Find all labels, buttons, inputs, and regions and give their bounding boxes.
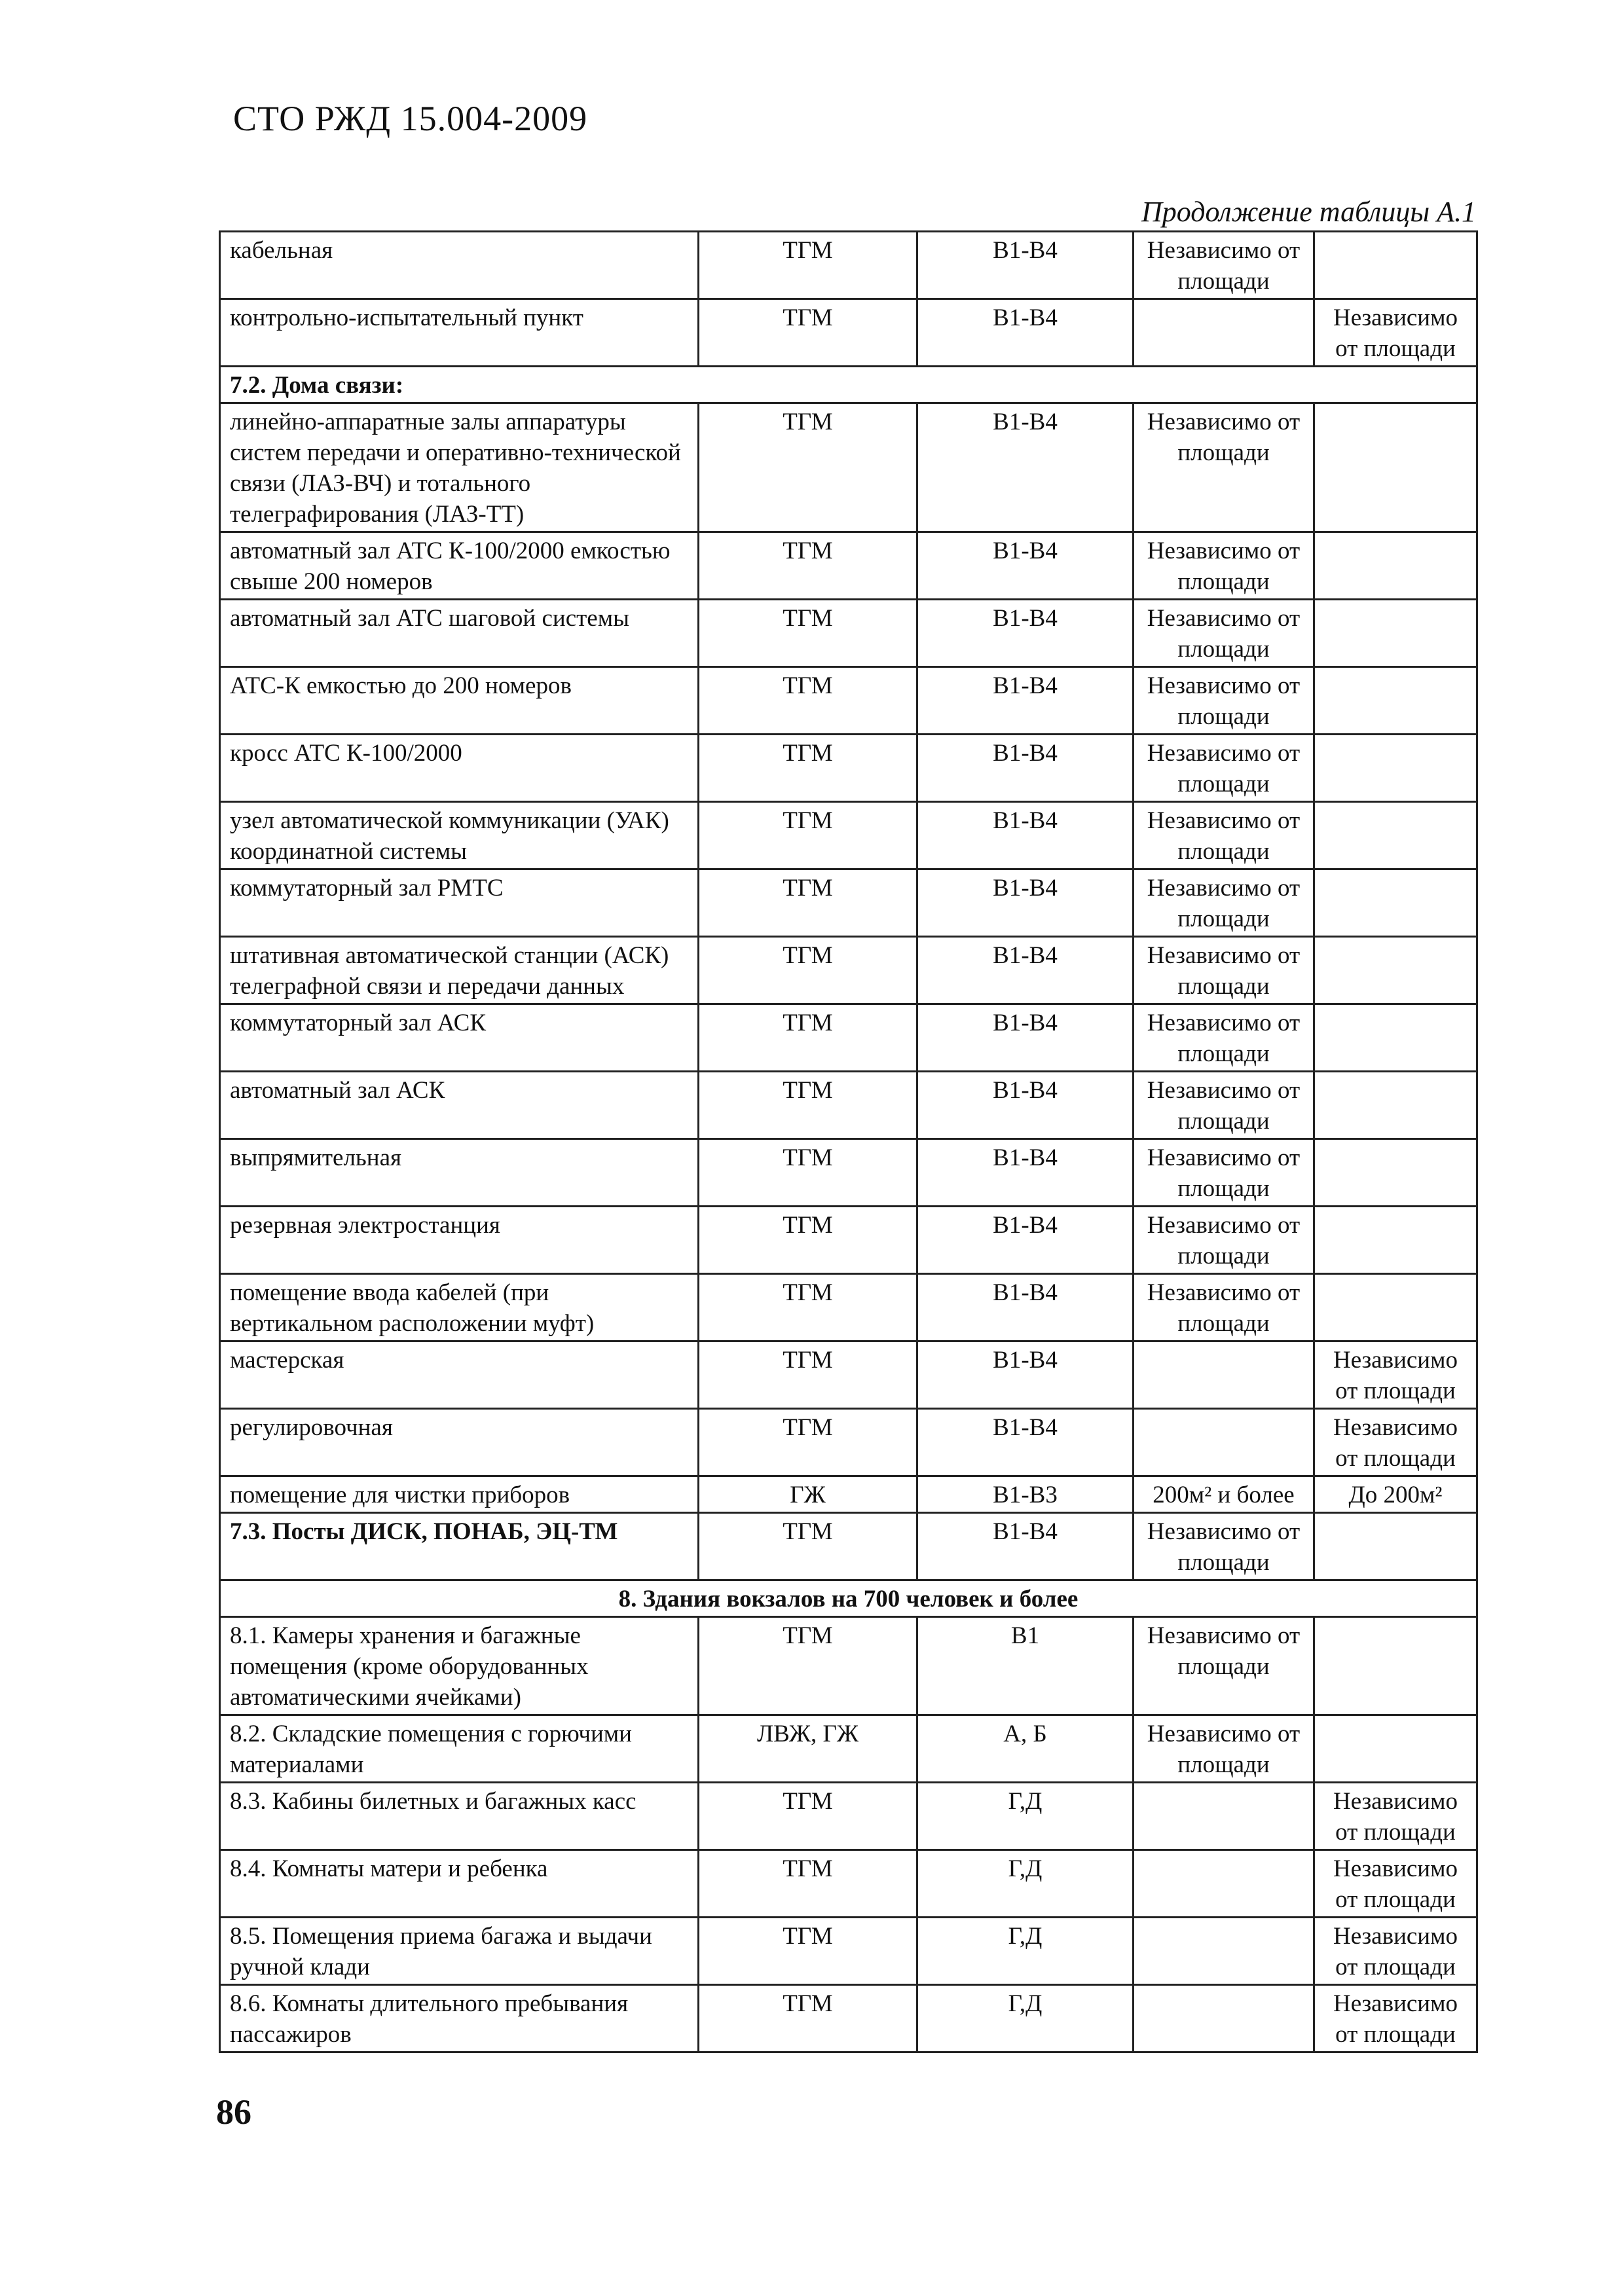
area-condition-alt-cell: [1314, 1274, 1477, 1341]
area-condition-cell: Независимо от площади: [1134, 1617, 1314, 1715]
page-number: 86: [216, 2092, 251, 2132]
room-name-cell: кабельная: [220, 232, 699, 299]
area-condition-cell: Независимо от площади: [1134, 937, 1314, 1004]
room-name-cell: выпрямительная: [220, 1139, 699, 1207]
table-row: [220, 1004, 1477, 1072]
category-cell: В1-В4: [917, 403, 1134, 532]
area-condition-cell: Независимо от площади: [1134, 1139, 1314, 1207]
room-name-cell: помещение для чистки приборов: [220, 1476, 699, 1513]
table-row: [220, 403, 1477, 532]
room-name-cell: АТС-К емкостью до 200 номеров: [220, 667, 699, 735]
room-name-cell: 8.5. Помещения приема багажа и выдачи ручной клади: [220, 1918, 699, 1985]
table-body: [220, 232, 1477, 2052]
table-row: [220, 299, 1477, 367]
area-condition-cell: Независимо от площади: [1134, 1274, 1314, 1341]
room-name-cell: линейно-аппаратные залы аппаратуры систем передачи и оперативно-технической связи (ЛАЗ-ВЧ) и тотального телеграфирования (ЛАЗ-ТТ): [220, 403, 699, 532]
area-condition-alt-cell: [1314, 403, 1477, 532]
area-condition-cell: [1134, 1918, 1314, 1985]
room-name-cell: регулировочная: [220, 1409, 699, 1476]
extinguishing-medium-cell: ТГМ: [699, 735, 917, 802]
category-cell: В1-В4: [917, 735, 1134, 802]
area-condition-alt-cell: [1314, 1139, 1477, 1207]
category-cell: В1-В4: [917, 1207, 1134, 1274]
room-name-cell: мастерская: [220, 1341, 699, 1409]
extinguishing-medium-cell: ТГМ: [699, 1985, 917, 2052]
area-condition-alt-cell: [1314, 1072, 1477, 1139]
extinguishing-medium-cell: ТГМ: [699, 1617, 917, 1715]
extinguishing-medium-cell: ТГМ: [699, 869, 917, 937]
category-cell: В1-В4: [917, 299, 1134, 367]
category-cell: Г,Д: [917, 1918, 1134, 1985]
section-heading-row: [220, 367, 1477, 403]
room-name-cell: 7.3. Посты ДИСК, ПОНАБ, ЭЦ-ТМ: [220, 1513, 699, 1580]
table-row: [220, 1513, 1477, 1580]
extinguishing-medium-cell: ТГМ: [699, 299, 917, 367]
extinguishing-medium-cell: ГЖ: [699, 1476, 917, 1513]
area-condition-cell: Независимо от площади: [1134, 802, 1314, 869]
area-condition-alt-cell: [1314, 1207, 1477, 1274]
category-cell: В1-В4: [917, 1072, 1134, 1139]
room-name-cell: автоматный зал АТС шаговой системы: [220, 600, 699, 667]
area-condition-cell: Независимо от площади: [1134, 869, 1314, 937]
area-condition-alt-cell: [1314, 937, 1477, 1004]
room-name-cell: штативная автоматической станции (АСК) телеграфной связи и передачи данных: [220, 937, 699, 1004]
extinguishing-medium-cell: ТГМ: [699, 667, 917, 735]
room-name-cell: 8.3. Кабины билетных и багажных касс: [220, 1783, 699, 1850]
room-name-cell: 8.2. Складские помещения с горючими материалами: [220, 1715, 699, 1783]
extinguishing-medium-cell: ЛВЖ, ГЖ: [699, 1715, 917, 1783]
category-cell: В1-В4: [917, 1409, 1134, 1476]
extinguishing-medium-cell: ТГМ: [699, 802, 917, 869]
section-heading: 7.2. Дома связи:: [220, 367, 1477, 403]
room-name-cell: автоматный зал АТС К-100/2000 емкостью свыше 200 номеров: [220, 532, 699, 600]
extinguishing-medium-cell: ТГМ: [699, 1072, 917, 1139]
area-condition-cell: Независимо от площади: [1134, 1004, 1314, 1072]
table-row: [220, 1409, 1477, 1476]
extinguishing-medium-cell: ТГМ: [699, 232, 917, 299]
category-cell: В1-В4: [917, 232, 1134, 299]
table-row: [220, 869, 1477, 937]
extinguishing-medium-cell: ТГМ: [699, 1207, 917, 1274]
area-condition-alt-cell: [1314, 667, 1477, 735]
extinguishing-medium-cell: ТГМ: [699, 1850, 917, 1918]
area-condition-cell: [1134, 1985, 1314, 2052]
area-condition-alt-cell: Независимо от площади: [1314, 1341, 1477, 1409]
category-cell: Г,Д: [917, 1783, 1134, 1850]
table-row: [220, 1207, 1477, 1274]
category-cell: В1-В4: [917, 1004, 1134, 1072]
area-condition-cell: [1134, 1850, 1314, 1918]
extinguishing-medium-cell: ТГМ: [699, 600, 917, 667]
table-row: [220, 1072, 1477, 1139]
area-condition-cell: [1134, 299, 1314, 367]
area-condition-cell: Независимо от площади: [1134, 667, 1314, 735]
table-row: [220, 1715, 1477, 1783]
area-condition-cell: Независимо от площади: [1134, 403, 1314, 532]
category-cell: А, Б: [917, 1715, 1134, 1783]
requirements-table: [219, 230, 1478, 2053]
section-heading-row: [220, 1580, 1477, 1617]
table-row: [220, 1476, 1477, 1513]
category-cell: В1-В4: [917, 1513, 1134, 1580]
category-cell: В1: [917, 1617, 1134, 1715]
area-condition-alt-cell: [1314, 1513, 1477, 1580]
area-condition-cell: [1134, 1783, 1314, 1850]
extinguishing-medium-cell: ТГМ: [699, 1139, 917, 1207]
area-condition-cell: Независимо от площади: [1134, 532, 1314, 600]
table-row: [220, 1617, 1477, 1715]
table-continuation-label: Продолжение таблицы А.1: [1141, 196, 1476, 228]
category-cell: В1-В4: [917, 1341, 1134, 1409]
category-cell: В1-В4: [917, 802, 1134, 869]
table-row: [220, 600, 1477, 667]
extinguishing-medium-cell: ТГМ: [699, 1918, 917, 1985]
table-row: [220, 532, 1477, 600]
category-cell: В1-В4: [917, 937, 1134, 1004]
extinguishing-medium-cell: ТГМ: [699, 1513, 917, 1580]
area-condition-alt-cell: [1314, 802, 1477, 869]
area-condition-cell: Независимо от площади: [1134, 1207, 1314, 1274]
table-row: [220, 232, 1477, 299]
table-row: [220, 1985, 1477, 2052]
table-row: [220, 1341, 1477, 1409]
area-condition-cell: [1134, 1341, 1314, 1409]
room-name-cell: кросс АТС К-100/2000: [220, 735, 699, 802]
extinguishing-medium-cell: ТГМ: [699, 1274, 917, 1341]
area-condition-cell: Независимо от площади: [1134, 735, 1314, 802]
area-condition-alt-cell: Независимо от площади: [1314, 1918, 1477, 1985]
area-condition-cell: Независимо от площади: [1134, 1072, 1314, 1139]
area-condition-alt-cell: [1314, 532, 1477, 600]
area-condition-alt-cell: Независимо от площади: [1314, 1783, 1477, 1850]
area-condition-cell: Независимо от площади: [1134, 1513, 1314, 1580]
table-row: [220, 1139, 1477, 1207]
area-condition-alt-cell: [1314, 1715, 1477, 1783]
category-cell: В1-В3: [917, 1476, 1134, 1513]
extinguishing-medium-cell: ТГМ: [699, 937, 917, 1004]
area-condition-alt-cell: [1314, 735, 1477, 802]
area-condition-alt-cell: [1314, 600, 1477, 667]
area-condition-cell: 200м² и более: [1134, 1476, 1314, 1513]
area-condition-cell: Независимо от площади: [1134, 232, 1314, 299]
area-condition-alt-cell: Независимо от площади: [1314, 1850, 1477, 1918]
room-name-cell: 8.6. Комнаты длительного пребывания пассажиров: [220, 1985, 699, 2052]
area-condition-alt-cell: Независимо от площади: [1314, 299, 1477, 367]
category-cell: Г,Д: [917, 1850, 1134, 1918]
room-name-cell: коммутаторный зал АСК: [220, 1004, 699, 1072]
extinguishing-medium-cell: ТГМ: [699, 1409, 917, 1476]
area-condition-alt-cell: [1314, 1004, 1477, 1072]
extinguishing-medium-cell: ТГМ: [699, 403, 917, 532]
room-name-cell: автоматный зал АСК: [220, 1072, 699, 1139]
room-name-cell: 8.1. Камеры хранения и багажные помещения (кроме оборудованных автоматическими ячейками): [220, 1617, 699, 1715]
table-row: [220, 667, 1477, 735]
category-cell: В1-В4: [917, 1139, 1134, 1207]
area-condition-alt-cell: Независимо от площади: [1314, 1409, 1477, 1476]
table-row: [220, 735, 1477, 802]
extinguishing-medium-cell: ТГМ: [699, 532, 917, 600]
area-condition-alt-cell: [1314, 1617, 1477, 1715]
room-name-cell: узел автоматической коммуникации (УАК) координатной системы: [220, 802, 699, 869]
room-name-cell: коммутаторный зал РМТС: [220, 869, 699, 937]
area-condition-alt-cell: До 200м²: [1314, 1476, 1477, 1513]
section-heading: 8. Здания вокзалов на 700 человек и более: [220, 1580, 1477, 1617]
table-row: [220, 1274, 1477, 1341]
room-name-cell: помещение ввода кабелей (при вертикальном расположении муфт): [220, 1274, 699, 1341]
table-row: [220, 937, 1477, 1004]
category-cell: В1-В4: [917, 600, 1134, 667]
document-header: СТО РЖД 15.004-2009: [233, 99, 588, 138]
table-row: [220, 802, 1477, 869]
extinguishing-medium-cell: ТГМ: [699, 1004, 917, 1072]
room-name-cell: контрольно-испытательный пункт: [220, 299, 699, 367]
category-cell: Г,Д: [917, 1985, 1134, 2052]
area-condition-cell: [1134, 1409, 1314, 1476]
table-row: [220, 1783, 1477, 1850]
category-cell: В1-В4: [917, 532, 1134, 600]
extinguishing-medium-cell: ТГМ: [699, 1341, 917, 1409]
category-cell: В1-В4: [917, 1274, 1134, 1341]
area-condition-alt-cell: Независимо от площади: [1314, 1985, 1477, 2052]
area-condition-alt-cell: [1314, 232, 1477, 299]
area-condition-cell: Независимо от площади: [1134, 600, 1314, 667]
room-name-cell: резервная электростанция: [220, 1207, 699, 1274]
table-row: [220, 1918, 1477, 1985]
extinguishing-medium-cell: ТГМ: [699, 1783, 917, 1850]
category-cell: В1-В4: [917, 869, 1134, 937]
room-name-cell: 8.4. Комнаты матери и ребенка: [220, 1850, 699, 1918]
category-cell: В1-В4: [917, 667, 1134, 735]
area-condition-alt-cell: [1314, 869, 1477, 937]
table-row: [220, 1850, 1477, 1918]
area-condition-cell: Независимо от площади: [1134, 1715, 1314, 1783]
